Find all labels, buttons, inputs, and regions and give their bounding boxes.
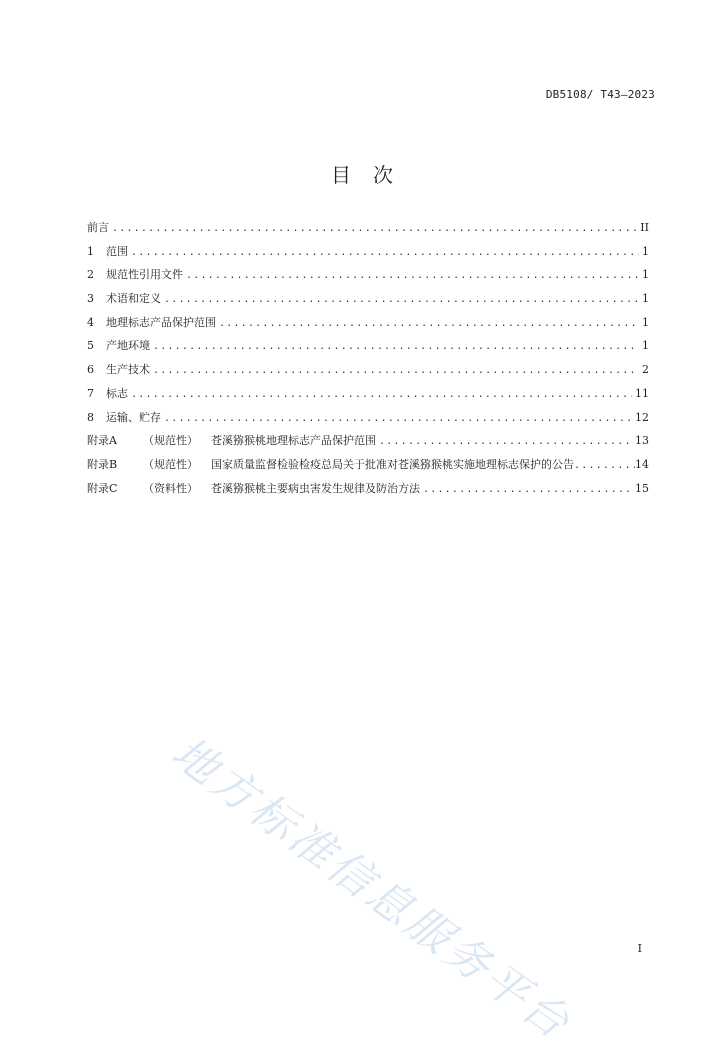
toc-entry-page: 1 bbox=[642, 268, 649, 282]
toc-entry-foreword[interactable] bbox=[87, 219, 649, 243]
toc-leader-dots bbox=[219, 318, 639, 329]
annex-title: 国家质量监督检验检疫总局关于批准对苍溪猕猴桃实施地理标志保护的公告 bbox=[211, 457, 574, 471]
toc-leader-dots bbox=[131, 247, 639, 258]
toc-entry-label: 范围 bbox=[106, 244, 128, 258]
toc-leader-dots bbox=[379, 436, 632, 447]
toc-leader-dots bbox=[153, 365, 639, 376]
toc-entry-page: 13 bbox=[635, 434, 649, 448]
toc-entry-environment[interactable] bbox=[87, 337, 649, 361]
toc-entry-annex-c[interactable] bbox=[87, 480, 649, 504]
toc-entry-protection-scope[interactable] bbox=[87, 314, 649, 338]
annex-title: 苍溪猕猴桃地理标志产品保护范围 bbox=[211, 434, 376, 448]
toc-entry-page: 1 bbox=[642, 315, 649, 329]
page-number: I bbox=[637, 942, 642, 955]
toc-entry-page: 15 bbox=[635, 481, 649, 495]
toc-entry-number: 4 bbox=[87, 315, 94, 329]
toc-leader-dots bbox=[164, 413, 632, 424]
toc-leader-dots bbox=[423, 484, 632, 495]
toc-title: 目次 bbox=[331, 163, 415, 187]
toc-entry-label: 术语和定义 bbox=[106, 292, 161, 306]
toc-entry-page: 11 bbox=[635, 386, 649, 400]
annex-type: （规范性） bbox=[143, 434, 198, 448]
toc-entry-label: 产地环境 bbox=[106, 339, 150, 353]
document-code: DB5108/ T43—2023 bbox=[545, 88, 655, 101]
toc-entry-number: 6 bbox=[87, 363, 94, 377]
toc-entry-page: 1 bbox=[642, 339, 649, 353]
toc-entry-page: 14 bbox=[635, 457, 649, 471]
annex-id: 附录C bbox=[87, 481, 118, 495]
toc-leader-dots bbox=[131, 389, 632, 400]
annex-title: 苍溪猕猴桃主要病虫害发生规律及防治方法 bbox=[211, 481, 420, 495]
annex-type: （规范性） bbox=[143, 457, 198, 471]
toc-entry-normative-references[interactable] bbox=[87, 266, 649, 290]
toc-entry-number: 8 bbox=[87, 410, 94, 424]
table-of-contents bbox=[87, 219, 649, 503]
toc-leader-dots bbox=[186, 270, 639, 281]
toc-entry-label: 地理标志产品保护范围 bbox=[106, 315, 216, 329]
toc-entry-marking[interactable] bbox=[87, 385, 649, 409]
toc-entry-transport-storage[interactable] bbox=[87, 409, 649, 433]
toc-leader-dots bbox=[164, 294, 639, 305]
toc-entry-page: 1 bbox=[642, 244, 649, 258]
toc-entry-page: 2 bbox=[642, 363, 649, 377]
toc-leader-dots bbox=[153, 341, 639, 352]
toc-entry-annex-a[interactable] bbox=[87, 432, 649, 456]
annex-id: 附录B bbox=[87, 457, 118, 471]
toc-leader-dots bbox=[574, 460, 635, 471]
toc-entry-label: 运输、贮存 bbox=[106, 410, 161, 424]
toc-entry-production-technology[interactable] bbox=[87, 361, 649, 385]
toc-entry-number: 5 bbox=[87, 339, 94, 353]
toc-entry-label: 标志 bbox=[106, 386, 128, 400]
annex-id: 附录A bbox=[87, 434, 117, 448]
toc-entry-number: 1 bbox=[87, 244, 94, 258]
toc-entry-scope[interactable] bbox=[87, 243, 649, 267]
toc-entry-page: 12 bbox=[635, 410, 649, 424]
toc-entry-page: 1 bbox=[642, 292, 649, 306]
annex-type: （资料性） bbox=[143, 481, 198, 495]
toc-entry-page: II bbox=[640, 221, 649, 234]
watermark: 地方标准信息服务平台 bbox=[162, 727, 581, 1051]
toc-entry-number: 2 bbox=[87, 268, 94, 282]
toc-entry-annex-b[interactable] bbox=[87, 456, 649, 480]
toc-entry-terms[interactable] bbox=[87, 290, 649, 314]
toc-entry-number: 3 bbox=[87, 292, 94, 306]
toc-entry-label: 前言 bbox=[87, 221, 109, 234]
toc-entry-number: 7 bbox=[87, 386, 94, 400]
toc-entry-label: 生产技术 bbox=[106, 363, 150, 377]
toc-leader-dots bbox=[112, 223, 637, 234]
toc-entry-label: 规范性引用文件 bbox=[106, 268, 183, 282]
